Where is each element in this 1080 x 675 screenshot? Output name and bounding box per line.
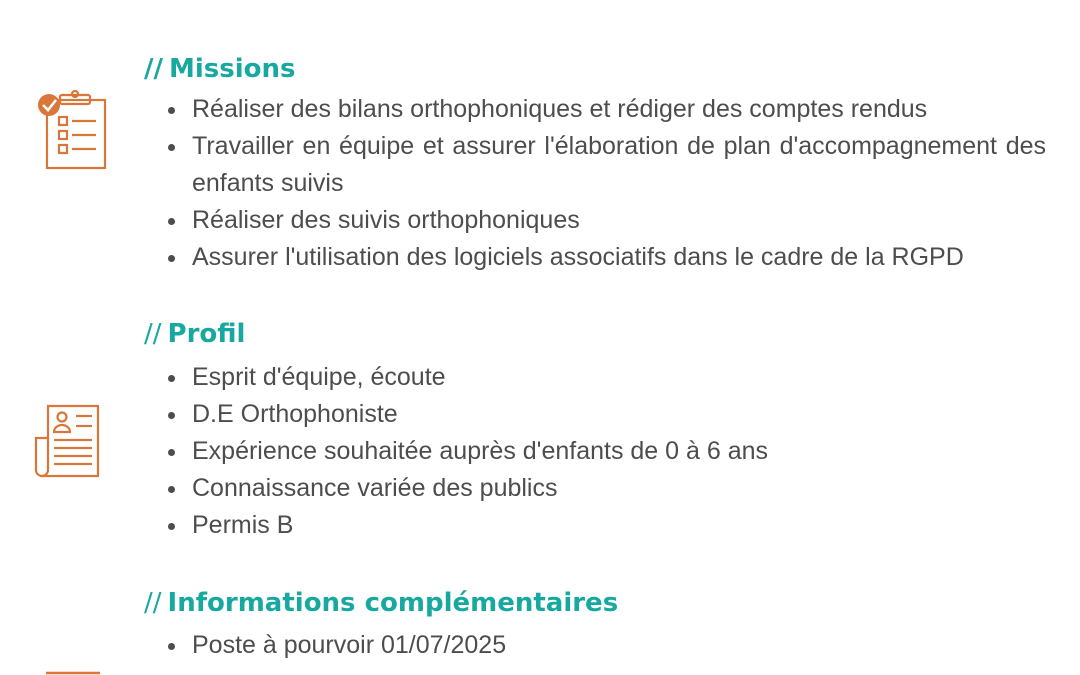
missions-title: Missions bbox=[169, 54, 296, 84]
list-item: Poste à pourvoir 01/07/2025 bbox=[164, 627, 864, 664]
list-item: Connaissance variée des publics bbox=[164, 470, 864, 507]
infos-heading bbox=[144, 588, 618, 618]
list-item: Travailler en équipe et assurer l'élaboration de plan d'accompagnement des enfants suivis bbox=[164, 128, 1046, 202]
list-item: Expérience souhaitée auprès d'enfants de 0 à 6 ans bbox=[164, 433, 864, 470]
profil-heading bbox=[144, 319, 245, 349]
profil-title: Profil bbox=[167, 319, 246, 349]
clipboard-checklist-icon bbox=[34, 90, 108, 172]
list-item: Assurer l'utilisation des logiciels associatifs dans le cadre de la RGPD bbox=[164, 239, 1046, 276]
heading-prefix: // bbox=[144, 588, 162, 618]
infos-title: Informations complémentaires bbox=[167, 588, 619, 618]
resume-document-icon bbox=[34, 402, 104, 480]
list-item: Esprit d'équipe, écoute bbox=[164, 359, 864, 396]
list-item: D.E Orthophoniste bbox=[164, 396, 864, 433]
list-item: Réaliser des suivis orthophoniques bbox=[164, 202, 1046, 239]
list-item: Permis B bbox=[164, 507, 864, 544]
missions-heading bbox=[144, 54, 296, 84]
profil-list bbox=[164, 359, 864, 544]
heading-prefix: // bbox=[144, 54, 163, 84]
missions-list bbox=[164, 91, 1046, 276]
infos-list bbox=[164, 627, 864, 664]
list-item: Réaliser des bilans orthophoniques et rédiger des comptes rendus bbox=[164, 91, 1046, 128]
info-document-icon bbox=[38, 668, 106, 675]
heading-prefix: // bbox=[144, 319, 162, 349]
